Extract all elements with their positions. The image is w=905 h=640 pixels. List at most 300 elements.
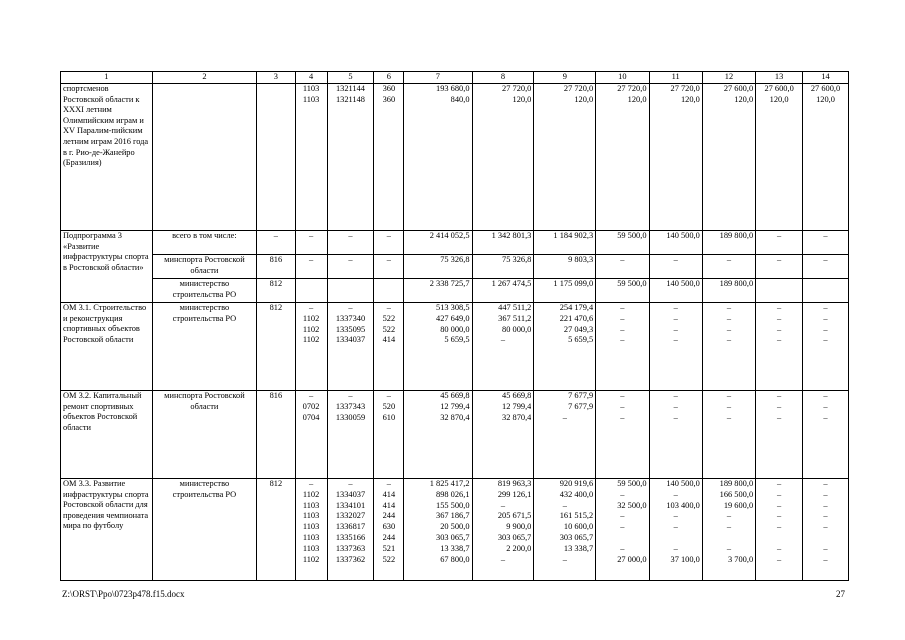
cell-line: 1102: [302, 554, 320, 564]
cell-line: –: [823, 412, 828, 422]
page-number: 27: [836, 589, 845, 599]
cell-line: 7 677,9: [568, 401, 594, 411]
cell-c11: [649, 303, 702, 391]
cell-line: 2 338 725,7: [429, 279, 470, 288]
cell-line: 120,0: [816, 94, 835, 104]
cell-line: –: [777, 255, 782, 264]
cell-line: 27 720,0: [563, 84, 594, 93]
cell-line: 1334037: [335, 489, 366, 499]
cell-line: 1321148: [335, 94, 365, 104]
cell-c6: [374, 279, 404, 303]
cell-line: 140 500,0: [666, 479, 700, 488]
cell-line: 414: [382, 335, 396, 345]
cell-line: –: [777, 335, 782, 345]
cell-line: –: [562, 500, 567, 510]
header-cell: 5: [327, 72, 374, 84]
cell-c13: [756, 479, 803, 581]
cell-line: 161 515,2: [559, 511, 594, 521]
cell-line: 67 800,0: [440, 554, 470, 564]
cell-c9: [534, 479, 596, 581]
cell-line: 299 126,1: [497, 489, 532, 499]
cell-line: 1103: [302, 522, 320, 532]
cell-line: 1337363: [335, 543, 366, 553]
cell-c14: [803, 479, 849, 581]
cell-line: 59 500,0: [617, 279, 647, 288]
cell-line: –: [777, 412, 782, 422]
cell-line: –: [308, 391, 314, 400]
header-cell: 9: [534, 72, 596, 84]
cell-line: 27 720,0: [617, 84, 647, 93]
cell-line: –: [348, 479, 353, 488]
cell-line: 1332027: [335, 511, 366, 521]
cell-c10: [596, 279, 649, 303]
cell-line: –: [673, 391, 678, 400]
cell-line: 1334101: [335, 500, 366, 510]
cell-c7: [404, 391, 472, 479]
cell-c5: [327, 84, 374, 231]
cell-c11: [649, 391, 702, 479]
cell-c14: [803, 231, 849, 255]
cell-line: 427 649,0: [436, 313, 470, 323]
row-name: спортсменов Ростовской области к XXXI летним Олимпийским играм и XV Паралим-пийским летним играм 2016 года в г. Рио-де-Жанейро (Бразилия): [61, 84, 153, 231]
cell-c7: [404, 279, 472, 303]
cell-line: 1335166: [335, 532, 366, 542]
cell-line: –: [308, 303, 314, 312]
cell-line: 12 799,4: [440, 401, 470, 411]
cell-line: 5 659,5: [444, 335, 470, 345]
cell-c7: [404, 303, 472, 391]
cell-line: 189 800,0: [719, 231, 754, 240]
cell-line: 59 500,0: [617, 231, 647, 240]
cell-line: –: [348, 391, 353, 400]
cell-line: –: [620, 489, 625, 499]
table-row: [61, 279, 849, 303]
cell-line: 10 600,0: [563, 522, 594, 532]
cell-line: 189 800,0: [719, 479, 754, 488]
cell-line: 7 677,9: [568, 391, 594, 400]
cell-c14: [803, 279, 849, 303]
cell-line: –: [620, 511, 625, 521]
cell-c11: [649, 255, 702, 279]
cell-line: –: [620, 391, 625, 400]
cell-c10: [596, 479, 649, 581]
cell-line: –: [500, 500, 506, 510]
cell-c12: [702, 231, 755, 255]
cell-line: 630: [382, 522, 396, 532]
cell-line: 80 000,0: [440, 324, 470, 334]
row-name: ОМ 3.2. Капитальный ремонт спортивных объектов Ростовской области: [61, 391, 153, 479]
cell-line: –: [726, 522, 732, 532]
responsible-executor: министерство строительства РО: [152, 479, 256, 581]
cell-line: –: [673, 543, 678, 553]
cell-line: 1102: [302, 335, 320, 345]
cell-line: 155 500,0: [436, 500, 470, 510]
cell-c8: [472, 303, 534, 391]
cell-line: 447 511,2: [498, 303, 532, 312]
cell-c10: [596, 231, 649, 255]
cell-line: 140 500,0: [666, 231, 700, 240]
cell-c14: [803, 303, 849, 391]
header-cell: 13: [756, 72, 803, 84]
cell-c5: [327, 279, 374, 303]
cell-line: 1103: [302, 532, 320, 542]
cell-line: 27 600,0: [723, 84, 754, 93]
cell-line: 432 400,0: [559, 489, 594, 499]
cell-c11: [649, 231, 702, 255]
cell-line: 75 326,8: [440, 255, 470, 264]
cell-line: –: [777, 511, 782, 521]
cell-c9: [534, 231, 596, 255]
cell-line: 13 338,7: [563, 543, 594, 553]
cell-line: –: [777, 231, 782, 240]
cell-line: –: [673, 522, 678, 532]
cell-c13: [756, 255, 803, 279]
cell-c14: [803, 255, 849, 279]
cell-line: –: [308, 255, 314, 264]
cell-line: –: [726, 255, 732, 264]
cell-line: –: [823, 335, 828, 345]
header-cell: 7: [404, 72, 472, 84]
cell-line: 20 500,0: [440, 522, 470, 532]
cell-line: –: [348, 303, 353, 312]
cell-line: 27 000,0: [617, 554, 647, 564]
cell-c14: [803, 84, 849, 231]
table-row: [61, 391, 849, 479]
cell-line: [758, 279, 800, 290]
header-cell: 3: [257, 72, 295, 84]
cell-c6: [374, 303, 404, 391]
cell-line: –: [726, 303, 732, 312]
cell-c14: [803, 391, 849, 479]
cell-line: –: [823, 500, 828, 510]
cell-line: –: [823, 324, 828, 334]
cell-line: 120,0: [512, 94, 532, 104]
cell-line: 1102: [302, 324, 320, 334]
cell-line: –: [308, 479, 314, 488]
cell-line: –: [673, 313, 678, 323]
cell-line: 1102: [302, 489, 320, 499]
table-row: [61, 479, 849, 581]
cell-c8: [472, 84, 534, 231]
cell-c7: [404, 84, 472, 231]
cell-c12: [702, 479, 755, 581]
cell-c6: [374, 391, 404, 479]
cell-line: 32 870,4: [440, 412, 470, 422]
cell-line: 244: [382, 511, 396, 521]
cell-line: –: [777, 489, 782, 499]
cell-line: –: [777, 324, 782, 334]
cell-line: 1 175 099,0: [553, 279, 594, 288]
cell-line: –: [726, 401, 732, 411]
cell-line: –: [620, 324, 625, 334]
cell-c13: [756, 231, 803, 255]
cell-line: 840,0: [450, 94, 470, 104]
cell-line: –: [673, 303, 678, 312]
ministry-code: [257, 84, 295, 231]
cell-c12: [702, 84, 755, 231]
cell-c5: [327, 255, 374, 279]
cell-c12: [702, 279, 755, 303]
cell-line: –: [823, 511, 828, 521]
cell-line: 32 500,0: [617, 500, 647, 510]
cell-line: 120,0: [574, 94, 594, 104]
header-row: [61, 72, 849, 84]
cell-line: –: [673, 511, 678, 521]
cell-c13: [756, 279, 803, 303]
cell-c10: [596, 84, 649, 231]
ministry-code: 812: [257, 279, 295, 303]
cell-line: [598, 533, 646, 544]
cell-line: 1 184 902,3: [553, 231, 594, 240]
cell-c7: [404, 231, 472, 255]
cell-line: 819 963,3: [497, 479, 532, 488]
cell-line: 37 100,0: [670, 554, 700, 564]
cell-c13: [756, 391, 803, 479]
cell-line: –: [777, 522, 782, 532]
cell-c12: [702, 255, 755, 279]
cell-c11: [649, 84, 702, 231]
cell-line: 19 600,0: [723, 500, 754, 510]
responsible-executor: всего в том числе:: [152, 231, 256, 255]
cell-line: 1 825 417,2: [429, 479, 470, 488]
cell-line: 1337343: [335, 401, 366, 411]
cell-line: 367 186,7: [436, 511, 470, 521]
cell-line: 103 400,0: [666, 500, 700, 510]
cell-line: –: [823, 401, 828, 411]
cell-line: –: [823, 391, 828, 400]
cell-line: –: [500, 335, 506, 345]
cell-c6: [374, 231, 404, 255]
cell-line: 3 700,0: [728, 554, 754, 564]
cell-line: 193 680,0: [436, 84, 470, 93]
ministry-code: 812: [257, 479, 295, 581]
cell-line: 1337362: [335, 554, 366, 564]
cell-line: –: [823, 231, 828, 240]
cell-line: –: [726, 511, 732, 521]
cell-line: [758, 533, 800, 544]
cell-line: 522: [382, 554, 396, 564]
cell-line: –: [386, 479, 391, 488]
cell-line: 0704: [302, 412, 320, 422]
cell-line: 75 326,8: [502, 255, 532, 264]
cell-c10: [596, 255, 649, 279]
header-cell: 2: [152, 72, 256, 84]
cell-line: –: [823, 522, 828, 532]
ministry-code: –: [257, 231, 295, 255]
cell-c4: [295, 279, 327, 303]
cell-line: 1 267 474,5: [491, 279, 532, 288]
cell-c6: [374, 479, 404, 581]
cell-line: [805, 533, 846, 544]
cell-line: 27 720,0: [670, 84, 700, 93]
budget-table: [60, 71, 849, 581]
cell-line: 140 500,0: [666, 279, 700, 288]
cell-line: –: [726, 324, 732, 334]
cell-line: –: [726, 543, 732, 553]
cell-c6: [374, 84, 404, 231]
cell-line: 12 799,4: [502, 401, 532, 411]
cell-line: 303 065,7: [436, 532, 470, 542]
cell-line: –: [562, 554, 567, 564]
cell-line: 898 026,1: [436, 489, 470, 499]
cell-line: 9 900,0: [506, 522, 532, 532]
cell-line: 1337340: [335, 313, 366, 323]
cell-line: –: [777, 479, 782, 488]
cell-line: 2 414 052,5: [429, 231, 470, 240]
cell-line: 5 659,5: [568, 335, 594, 345]
cell-line: 120,0: [680, 94, 700, 104]
cell-line: 27 600,0: [810, 84, 841, 93]
cell-line: –: [823, 489, 828, 499]
table-row: [61, 255, 849, 279]
cell-line: 1103: [302, 84, 320, 93]
cell-c9: [534, 84, 596, 231]
cell-c9: [534, 391, 596, 479]
cell-line: 414: [382, 489, 396, 499]
cell-line: –: [673, 335, 678, 345]
header-cell: 11: [649, 72, 702, 84]
cell-line: [330, 279, 372, 290]
cell-line: –: [386, 391, 391, 400]
cell-c8: [472, 479, 534, 581]
cell-line: 189 800,0: [719, 279, 754, 288]
cell-line: 2 200,0: [506, 543, 532, 553]
cell-line: –: [620, 255, 625, 264]
cell-line: 1334037: [335, 335, 366, 345]
cell-line: –: [500, 554, 506, 564]
cell-line: 360: [382, 84, 396, 93]
cell-c9: [534, 255, 596, 279]
cell-line: [805, 279, 846, 290]
cell-line: 303 065,7: [559, 532, 594, 542]
cell-line: [298, 279, 325, 290]
cell-c4: [295, 303, 327, 391]
cell-line: –: [777, 313, 782, 323]
cell-line: –: [777, 303, 782, 312]
cell-line: 59 500,0: [617, 479, 647, 488]
cell-line: 120,0: [627, 94, 647, 104]
cell-line: 32 870,4: [502, 412, 532, 422]
responsible-executor: министерство строительства РО: [152, 279, 256, 303]
cell-c5: [327, 479, 374, 581]
cell-line: –: [726, 335, 732, 345]
cell-line: –: [777, 554, 782, 564]
cell-line: –: [673, 489, 678, 499]
row-name: ОМ 3.1. Строительство и реконструкция спортивных объектов Ростовской области: [61, 303, 153, 391]
cell-line: 1336817: [335, 522, 366, 532]
cell-c8: [472, 279, 534, 303]
cell-line: –: [620, 543, 625, 553]
header-cell: 10: [596, 72, 649, 84]
cell-line: –: [823, 255, 828, 264]
cell-line: –: [823, 479, 828, 488]
cell-line: –: [620, 401, 625, 411]
table-row: [61, 231, 849, 255]
cell-line: –: [620, 335, 625, 345]
cell-line: 45 669,8: [502, 391, 532, 400]
cell-line: [376, 279, 401, 290]
ministry-code: 816: [257, 255, 295, 279]
cell-c9: [534, 303, 596, 391]
cell-line: 513 308,5: [436, 303, 470, 312]
cell-c13: [756, 84, 803, 231]
cell-c7: [404, 479, 472, 581]
cell-c10: [596, 391, 649, 479]
cell-line: 1103: [302, 500, 320, 510]
header-cell: 14: [803, 72, 849, 84]
ministry-code: 816: [257, 391, 295, 479]
cell-line: –: [673, 324, 678, 334]
cell-line: [652, 533, 700, 544]
cell-line: 45 669,8: [440, 391, 470, 400]
cell-line: –: [673, 255, 678, 264]
cell-line: 80 000,0: [502, 324, 532, 334]
cell-line: –: [777, 543, 782, 553]
cell-line: –: [348, 255, 353, 264]
cell-line: –: [823, 543, 828, 553]
cell-line: –: [777, 500, 782, 510]
cell-line: –: [673, 412, 678, 422]
row-name: Подпрограмма 3 «Развитие инфраструктуры спорта в Ростовской области»: [61, 231, 153, 303]
cell-line: 1 342 801,3: [491, 231, 532, 240]
cell-line: –: [726, 313, 732, 323]
cell-c7: [404, 255, 472, 279]
cell-c6: [374, 255, 404, 279]
ministry-code: 812: [257, 303, 295, 391]
cell-line: 27 720,0: [502, 84, 532, 93]
header-cell: 6: [374, 72, 404, 84]
cell-line: 1321144: [335, 84, 365, 93]
cell-c13: [756, 303, 803, 391]
cell-line: 254 179,4: [559, 303, 594, 312]
cell-line: –: [386, 303, 391, 312]
header-cell: 8: [472, 72, 534, 84]
responsible-executor: [152, 84, 256, 231]
header-cell: 4: [295, 72, 327, 84]
cell-line: 1103: [302, 543, 320, 553]
cell-line: –: [777, 401, 782, 411]
cell-line: –: [348, 231, 353, 240]
cell-line: 27 600,0: [764, 84, 794, 93]
cell-line: 1103: [302, 511, 320, 521]
cell-line: 13 338,7: [440, 543, 470, 553]
cell-line: –: [386, 231, 391, 240]
cell-line: [705, 533, 753, 544]
cell-line: 221 470,6: [559, 313, 594, 323]
cell-line: –: [308, 231, 314, 240]
cell-line: 414: [382, 500, 396, 510]
cell-line: –: [620, 313, 625, 323]
cell-line: 205 671,5: [497, 511, 532, 521]
cell-c8: [472, 391, 534, 479]
cell-line: 522: [382, 313, 396, 323]
cell-line: 520: [382, 401, 396, 411]
responsible-executor: минспорта Ростовской области: [152, 391, 256, 479]
header-cell: 1: [61, 72, 153, 84]
cell-line: 120,0: [769, 94, 789, 104]
cell-line: –: [823, 313, 828, 323]
cell-line: 1335095: [335, 324, 366, 334]
cell-line: 360: [382, 94, 396, 104]
cell-line: 244: [382, 532, 396, 542]
cell-line: –: [620, 303, 625, 312]
cell-line: –: [823, 554, 828, 564]
cell-c5: [327, 303, 374, 391]
cell-c11: [649, 479, 702, 581]
cell-line: 521: [382, 543, 396, 553]
cell-line: –: [673, 401, 678, 411]
cell-c5: [327, 391, 374, 479]
